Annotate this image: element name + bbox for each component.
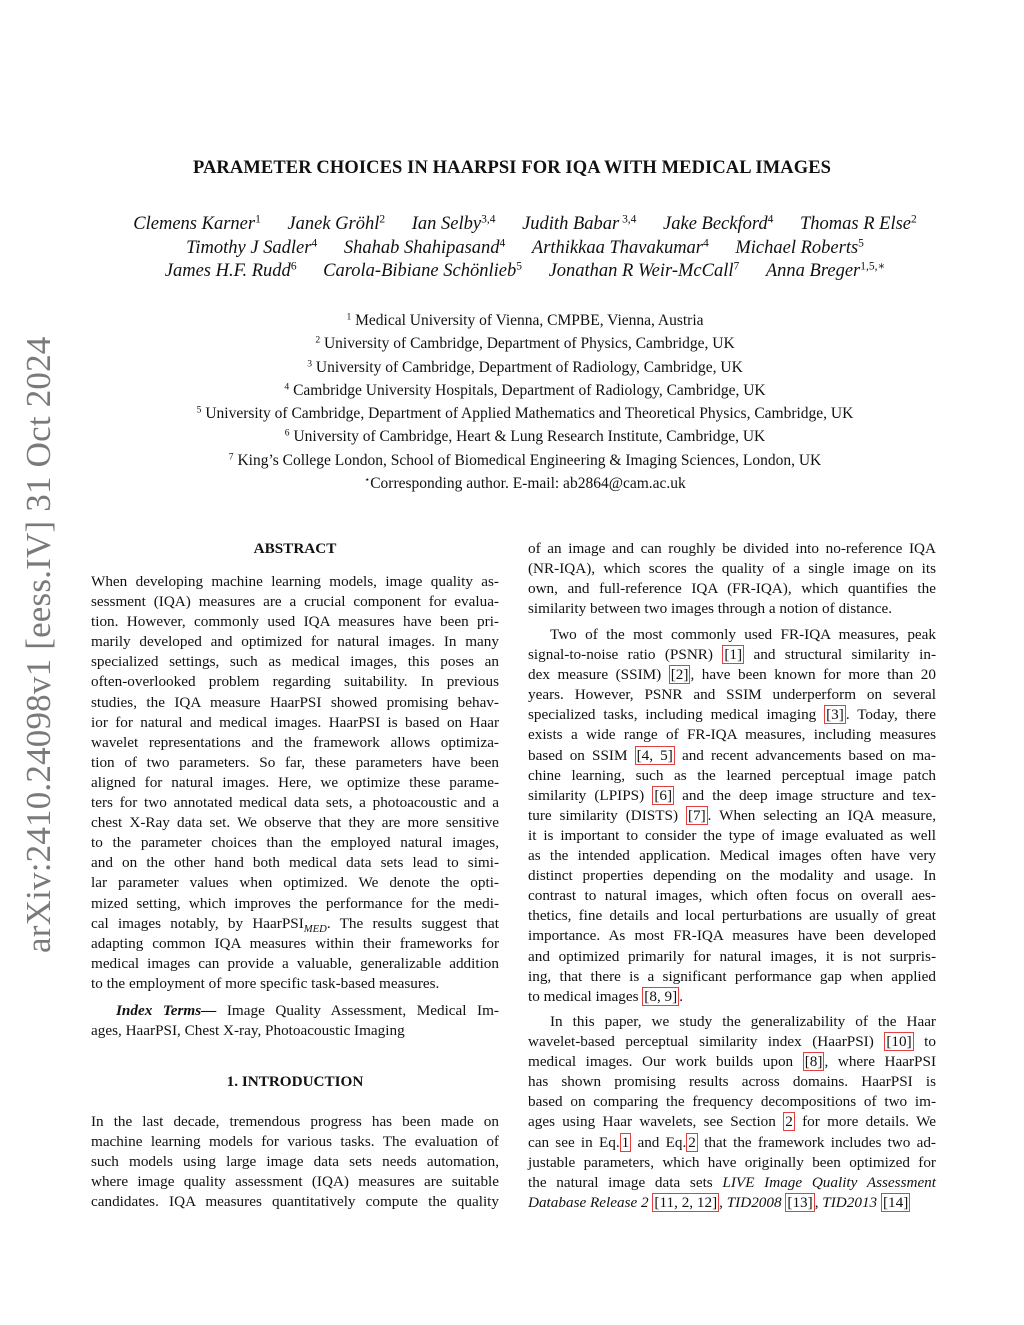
equation-link[interactable]: 2 [688,1133,696,1151]
affiliation: $^6$ University of Cambridge, Heart & Lung Research Institute, Cambridge, UK [284,428,766,446]
text-line: to the employment of more specific task-based measures. [91,974,440,992]
text-line: wavelet representations and the framework allows optimiza- [91,733,499,751]
author: Jonathan R Weir-McCall$^7$ [548,260,740,281]
text-line: machine learning models for various tasks. The evaluation of [91,1133,499,1151]
text-line: ters for two annotated medical data sets, a photoacoustic and a [91,794,499,812]
author-row-1 [60,213,990,237]
abstract-body [91,572,499,994]
intro-paragraph-3: In this paper, we study the generalizability of the Haar wavelet-based perceptual similarity index (HaarPSI) [10] to medical images. Our work builds upon [8] , where HaarPSI has shown promising results across domains. HaarPSI is based on comparing the frequency decompositions of two im- ages using Haar wavelets, see Section 2 for more details. We can see in Eq. 1 and Eq. 2 that the framework includes two ad- justable parameters, which have originally been optimized for the natural image data sets LIVE Image Quality Assessment Database Release 2 [11, 2, 12] , TID2008 [13] , TID2013 [14] [528,1013,936,1211]
abstract-section [91,539,499,559]
author: Judith Babar $^{3,4}$ [522,213,637,234]
text-line: of an image and can roughly be divided into no-reference IQA [528,540,936,557]
introduction-heading: 1. INTRODUCTION [226,1073,364,1090]
text-line: studies, the IQA measure HaarPSI showed promising behav- [91,693,499,711]
author-list [60,213,990,284]
introduction-body [91,1112,499,1212]
citation-link[interactable]: [11, 2, 12] [654,1193,718,1211]
text-line: adapting common IQA measures within their frameworks for [91,934,499,952]
author: Ian Selby$^{3,4}$ [411,213,496,234]
affiliation: $^7$ King’s College London, School of Biomedical Engineering & Imaging Sciences, London, UK [228,451,822,469]
author: Michael Roberts$^5$ [735,237,864,258]
citation-link[interactable]: [13] [787,1193,813,1211]
citation-link[interactable]: [1] [724,646,743,664]
affiliation-list [60,309,990,495]
author: Clemens Karner$^1$ [133,213,261,234]
author-row-3 [60,260,990,284]
introduction-section [91,1072,499,1092]
affiliation: $^1$ Medical University of Vienna, CMPBE, Vienna, Austria [346,311,704,329]
author: Anna Breger$^{1,5,∗}$ [765,260,886,281]
author: Carola-Bibiane Schönlieb$^5$ [323,260,522,281]
index-terms [91,1001,499,1041]
text-line: tion. However, commonly used IQA measures have been pri- [91,613,499,631]
text-line: marily developed and optimized for natural images. In many [91,633,499,651]
text-line: When developing machine learning models, image quality as- [91,573,499,590]
abstract-heading: ABSTRACT [253,540,337,557]
text-line: candidates. IQA measures quantitatively compute the quality [91,1193,499,1211]
author: Janek Gröhl$^2$ [287,213,386,234]
paper-title: PARAMETER CHOICES IN HAARPSI FOR IQA WITH MEDICAL IMAGES [192,158,832,178]
text-line: often-overlooked problem regarding suitability. In previous [91,673,499,691]
index-terms-text: ages, HaarPSI, Chest X-ray, Photoacoustic Imaging [91,1022,405,1040]
text-line: chest X-Ray data set. We observe that they are more sensitive [91,814,499,832]
section-link[interactable]: 2 [785,1113,793,1131]
citation-link[interactable]: [6] [654,786,673,804]
citation-link[interactable]: [10] [886,1033,912,1051]
author: James H.F. Rudd$^6$ [164,260,297,281]
text-line: to the parameter choices than the employed natural images, [91,834,499,852]
affiliation: $^3$ University of Cambridge, Department of Radiology, Cambridge, UK [307,358,743,376]
citation-link[interactable]: [14] [882,1193,909,1211]
author-row-2 [60,237,990,261]
citation-link[interactable]: [8] [804,1053,823,1071]
text-line: sessment (IQA) measures are a crucial component for evalua- [91,593,499,611]
author: Jake Beckford$^4$ [663,213,774,234]
author: Thomas R Else$^2$ [800,213,917,234]
affiliation: $^2$ University of Cambridge, Department of Physics, Cambridge, UK [315,335,735,353]
citation-link[interactable]: [3] [826,706,844,724]
affiliation: $^4$ Cambridge University Hospitals, Department of Radiology, Cambridge, UK [284,381,766,399]
intro-paragraph-2: Two of the most commonly used FR-IQA measures, peak signal-to-noise ratio (PSNR) [1] and structural similarity in- dex measure (SSIM) [2] , have been known for more than 20 years. However, PSNR and SSIM underperform on several specialized tasks, including medical imaging [3] . Today, there exists a wide range of FR-IQA measures, including measures based on SSIM [4, 5] and recent advancements based on ma- chine learning, such as the learned perceptual image patch similarity (LPIPS) [6] and the deep image structure and tex- ture similarity (DISTS) [7] . When selecting an IQA measure, it is important to consider the type of image evaluated as well as the intended application. Medical images often have very distinct properties depending on the modality and usage. In contrast to natural images, which often focus on overall aes- thetics, fine details and local perturbations are usually of great importance. As most FR-IQA measures have been developed and optimized primarily for natural images, it is not surpris- ing, that there is a significant performance gap when applied to medical images [8, 9] . [528,626,937,1005]
text-line: own, and full-reference IQA (FR-IQA), which quantifies the [528,580,936,598]
author: Shahab Shahipasand$^4$ [343,237,506,258]
text-line: medical images can provide a valuable, generalizable addition [91,954,499,972]
text-line: ior for natural and medical images. HaarPSI is based on Haar [91,713,499,731]
text-line: mized setting, which improves the performance for the medi- [91,894,499,912]
author: Timothy J Sadler$^4$ [186,237,318,258]
text-line: similarity between two images through a notion of distance. [528,600,892,618]
text-line: and on the other hand both medical data sets lead to simi- [91,854,499,872]
index-terms-label: Index Terms— [116,1002,217,1019]
text-line: where image quality assessment (IQA) measures are suitable [91,1173,499,1191]
text-line: In the last decade, tremendous progress has been made on [91,1113,499,1130]
equation-link[interactable]: 1 [621,1133,630,1151]
text-line: lar parameter values when optimized. We denote the opti- [91,874,499,892]
text-line: cal images notably, by HaarPSI$_{MED}$. The results suggest that [91,914,499,935]
arxiv-identifier: arXiv:2410.24098v1 [eess.IV] 31 Oct 2024 [19,336,58,953]
text-line: tion of two parameters. So far, these parameters have been [91,753,499,771]
text-line: (NR-IQA), which scores the quality of a single image on its [528,560,936,578]
text-line: specialized settings, such as medical images, this poses an [91,653,499,671]
intro-paragraph-1 [528,539,936,619]
author: Arthikkaa Thavakumar$^4$ [531,237,709,258]
citation-link[interactable]: [2] [670,666,689,684]
text-line: such models using large image data sets needs automation, [91,1153,499,1171]
affiliation: $^5$ University of Cambridge, Department of Applied Mathematics and Theoretical Physics, Cambridge, UK [196,404,854,423]
citation-link[interactable]: [8, 9] [644,987,678,1005]
index-terms-text: Image Quality Assessment, Medical Im- [216,1002,499,1019]
text-line: aligned for natural images. Here, we optimize these parame- [91,773,499,791]
citation-link[interactable]: [4, 5] [636,746,673,764]
citation-link[interactable]: [7] [687,806,706,824]
corresponding-author: ⋆Corresponding author. E-mail: ab2864@cam.ac.uk [364,474,686,493]
